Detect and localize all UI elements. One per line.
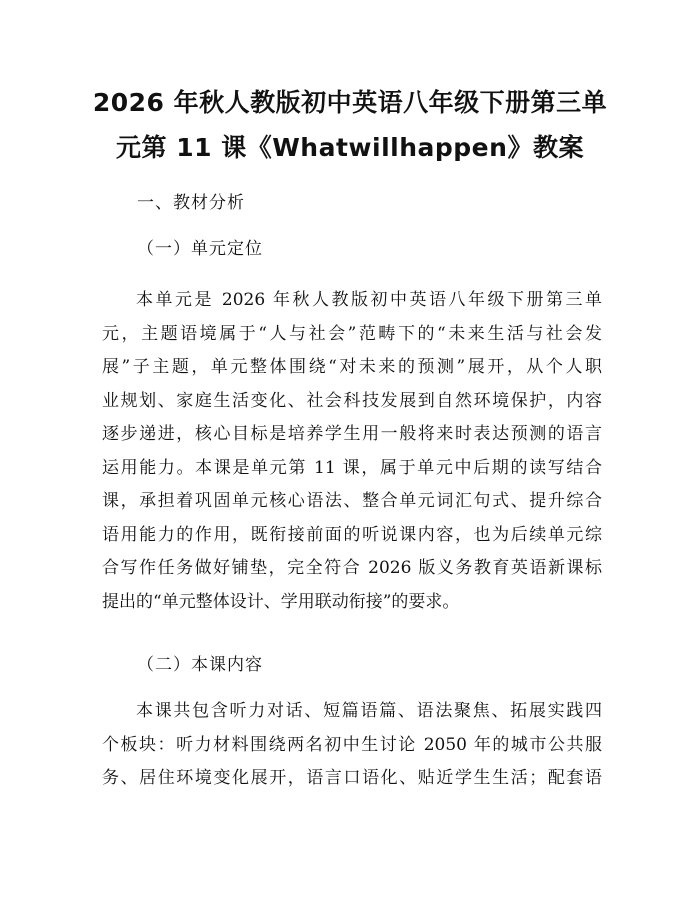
document-title-line-1: 2026 年秋人教版初中英语八年级下册第三单 — [92, 88, 608, 117]
document-title-line-2: 元第 11 课《Whatwillhappen》教案 — [116, 133, 584, 162]
paragraph-line: 个板块：听力材料围绕两名初中生讨论 2050 年的城市公共服 — [102, 734, 602, 755]
paragraph-line: 业规划、家庭生活变化、社会科技发展到自然环境保护，内容 — [102, 390, 602, 411]
paragraph-line: 合写作任务做好铺垫，完全符合 2026 版义务教育英语新课标 — [102, 558, 602, 578]
section-heading-analysis: 一、教材分析 — [137, 193, 245, 213]
paragraph-line: 运用能力。本课是单元第 11 课，属于单元中后期的读写结合 — [102, 457, 602, 478]
paragraph-line: 展”子主题，单元整体围绕“对未来的预测”展开，从个人职 — [102, 357, 602, 377]
paragraph-line: 务、居住环境变化展开，语言口语化、贴近学生生活；配套语 — [102, 768, 602, 788]
paragraph-line: 元，主题语境属于“人与社会”范畴下的“未来生活与社会发 — [102, 323, 602, 344]
paragraph-unit-position — [102, 284, 602, 619]
paragraph-line: 逐步递进，核心目标是培养学生用一般将来时表达预测的语言 — [102, 424, 602, 444]
paragraph-lesson-content — [102, 695, 602, 796]
paragraph-line: 提出的“单元整体设计、学用联动衔接”的要求。 — [102, 591, 460, 612]
paragraph-line: 本单元是 2026 年秋人教版初中英语八年级下册第三单 — [136, 290, 602, 310]
subsection-heading-unit-position: （一）单元定位 — [137, 239, 263, 259]
paragraph-line: 课，承担着巩固单元核心语法、整合单元词汇句式、提升综合 — [102, 491, 602, 511]
paragraph-line: 本课共包含听力对话、短篇语篇、语法聚焦、拓展实践四 — [136, 701, 602, 721]
paragraph-line: 语用能力的作用，既衔接前面的听说课内容，也为后续单元综 — [102, 524, 602, 545]
subsection-heading-lesson-content: （二）本课内容 — [137, 655, 263, 675]
